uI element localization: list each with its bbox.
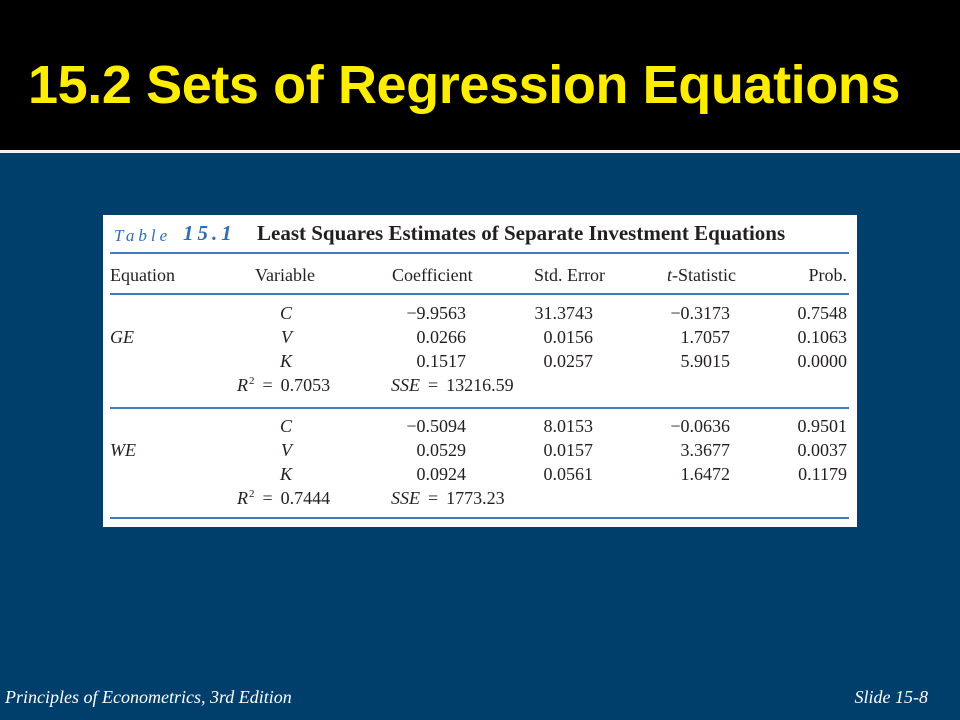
sse-value: 1773.23 — [446, 488, 505, 508]
prob-cell: 0.9501 — [797, 416, 847, 436]
r-squared-exponent: 2 — [249, 375, 255, 387]
fit-statistics-row — [103, 376, 857, 394]
header-coefficient: Coefficient — [392, 265, 473, 285]
sse-symbol: SSE — [391, 375, 420, 395]
table-rule-header — [110, 293, 849, 295]
r-squared-equals: = — [262, 375, 273, 395]
std-error-cell: 0.0156 — [543, 327, 593, 347]
table-row — [103, 465, 857, 483]
r-squared-exponent: 2 — [249, 488, 255, 500]
variable-cell: K — [279, 464, 292, 484]
coefficient-cell: 0.0266 — [416, 327, 466, 347]
footer-slide-number: Slide 15-8 — [854, 687, 928, 707]
std-error-cell: 31.3743 — [534, 303, 593, 323]
table-number: 15.1 — [183, 221, 236, 245]
table-rule-group-divider — [110, 407, 849, 409]
r-squared-symbol: R — [237, 375, 248, 395]
t-statistic-cell: 3.3677 — [680, 440, 730, 460]
coefficient-cell: 0.0924 — [416, 464, 466, 484]
table-row — [103, 328, 857, 346]
r-squared-value: 0.7444 — [280, 488, 331, 508]
header-std-error: Std. Error — [534, 265, 605, 285]
t-statistic-cell: 5.9015 — [680, 351, 730, 371]
fit-statistics-row — [103, 489, 857, 507]
coefficient-cell: −0.5094 — [406, 416, 466, 436]
title-divider-line — [0, 150, 960, 153]
r-squared-symbol: R — [237, 488, 248, 508]
table-caption: Least Squares Estimates of Separate Investment Equations — [257, 221, 786, 245]
variable-cell: K — [279, 351, 292, 371]
std-error-cell: 0.0257 — [543, 351, 593, 371]
slide-title: 15.2 Sets of Regression Equations — [28, 55, 901, 115]
table-row — [103, 352, 857, 370]
variable-cell: C — [279, 416, 292, 436]
variable-cell: V — [281, 440, 292, 460]
r-squared — [237, 489, 330, 507]
r-squared-equals: = — [262, 488, 273, 508]
std-error-cell: 0.0561 — [543, 464, 593, 484]
std-error-cell: 8.0153 — [543, 416, 593, 436]
t-statistic-cell: −0.3173 — [670, 303, 730, 323]
table-header-row — [103, 266, 857, 284]
equation-label: GE — [110, 327, 134, 347]
coefficient-cell: 0.1517 — [416, 351, 466, 371]
t-statistic-cell: 1.7057 — [680, 327, 730, 347]
footer-book-title: Principles of Econometrics, 3rd Edition — [5, 687, 292, 707]
header-prob: Prob. — [808, 265, 847, 285]
variable-cell: C — [279, 303, 292, 323]
title-bar — [0, 0, 960, 150]
std-error-cell: 0.0157 — [543, 440, 593, 460]
header-t-symbol: t — [667, 265, 673, 285]
header-equation: Equation — [110, 265, 175, 285]
prob-cell: 0.0000 — [797, 351, 847, 371]
variable-cell: V — [281, 327, 292, 347]
equation-label: WE — [110, 440, 136, 460]
sse-value: 13216.59 — [446, 375, 514, 395]
t-statistic-cell: −0.0636 — [670, 416, 730, 436]
header-t-rest: -Statistic — [672, 265, 737, 285]
sse — [391, 489, 505, 507]
header-variable: Variable — [255, 265, 315, 285]
sse — [391, 376, 514, 394]
table-row — [103, 417, 857, 435]
sse-equals: = — [428, 375, 439, 395]
r-squared — [237, 376, 330, 394]
table-rule-top — [110, 252, 849, 254]
prob-cell: 0.7548 — [797, 303, 847, 323]
header-t-statistic — [667, 266, 736, 284]
table-row — [103, 441, 857, 459]
table-rule-bottom — [110, 517, 849, 519]
sse-symbol: SSE — [391, 488, 420, 508]
regression-table — [103, 215, 857, 527]
coefficient-cell: 0.0529 — [416, 440, 466, 460]
table-label: Table — [114, 226, 172, 245]
r-squared-value: 0.7053 — [280, 375, 331, 395]
sse-equals: = — [428, 488, 439, 508]
prob-cell: 0.0037 — [797, 440, 847, 460]
coefficient-cell: −9.9563 — [406, 303, 466, 323]
prob-cell: 0.1179 — [798, 464, 847, 484]
prob-cell: 0.1063 — [797, 327, 847, 347]
t-statistic-cell: 1.6472 — [680, 464, 730, 484]
table-row — [103, 304, 857, 322]
